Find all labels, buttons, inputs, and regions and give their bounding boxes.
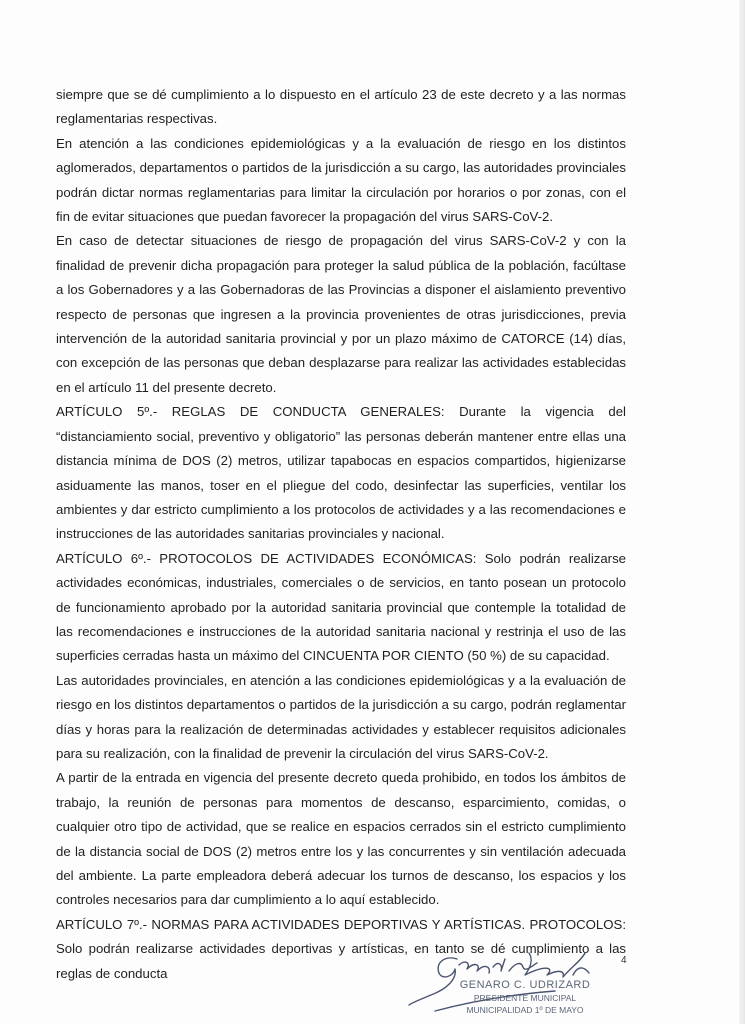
article-5-conduct-rules: ARTÍCULO 5º.- REGLAS DE CONDUCTA GENERALES: Durante la vigencia del “distanciamiento social, preventivo y obligatorio” las personas deberán mantener entre ellas una distancia mínima de DOS (2) metros, utilizar tapabocas en espacios compartidos, higienizarse asiduamente las manos, toser en el pliegue del codo, desinfectar las superficies, ventilar los ambientes y dar estricto cumplimiento a los protocolos de actividades y a las recomendaciones e instrucciones de las autoridades sanitarias provinciales y nacional. bbox=[56, 404, 626, 542]
paragraph-circulation-limits: En atención a las condiciones epidemiológicas y a la evaluación de riesgo en los distintos aglomerados, departamentos o partidos de la jurisdicción a su cargo, las autoridades provinciales podrán dictar normas reglamentarias para limitar la circulación por horarios o por zonas, con el fin de evitar situaciones que puedan favorecer la propagación del virus SARS-CoV-2. bbox=[56, 135, 626, 225]
signature-stamp bbox=[405, 945, 605, 1020]
paragraph-continuation: siempre que se dé cumplimiento a lo dispuesto en el artículo 23 de este decreto y a las normas reglamentarias respectivas. bbox=[56, 87, 626, 127]
stamp-name: GENARO C. UDRIZARD bbox=[459, 979, 591, 991]
stamp-role: PRESIDENTE MUNICIPAL bbox=[473, 993, 577, 1003]
paragraph-provincial-regulation: Las autoridades provinciales, en atención a las condiciones epidemiológicas y a la evaluación de riesgo en los distintos departamentos o partidos de la jurisdicción a su cargo, podrán reglamentar días y horas para la realización de determinadas actividades y establecer requisitos adicionales para su realización, con la finalidad de prevenir la circulación del virus SARS-CoV-2. bbox=[56, 672, 626, 761]
page-number: 4 bbox=[621, 955, 627, 966]
stamp-organization: MUNICIPALIDAD 1º DE MAYO bbox=[466, 1005, 584, 1015]
document-body bbox=[56, 83, 626, 986]
article-7-sports-arts: ARTÍCULO 7º.- NORMAS PARA ACTIVIDADES DEPORTIVAS Y ARTÍSTICAS. PROTOCOLOS: Solo podrán realizarse actividades deportivas y artísticas, en tanto se dé cumplimiento a las reglas de conducta bbox=[56, 916, 626, 981]
paragraph-workplace-prohibition: A partir de la entrada en vigencia del presente decreto queda prohibido, en todos los ámbitos de trabajo, la reunión de personas para momentos de descanso, esparcimiento, comidas, o cualquier otro tipo de actividad, que se realice en espacios cerrados sin el estricto cumplimiento de la distancia social de DOS (2) metros entre los y las concurrentes y sin ventilación adecuada del ambiente. La parte empleadora deberá adecuar los turnos de descanso, los espacios y los controles necesarios para dar cumplimiento a lo aquí establecido. bbox=[56, 770, 626, 908]
paragraph-preventive-isolation: En caso de detectar situaciones de riesgo de propagación del virus SARS-CoV-2 y con la finalidad de prevenir dicha propagación para proteger la salud pública de la población, facúltase a los Gobernadores y a las Gobernadoras de las Provincias a disponer el aislamiento preventivo respecto de personas que ingresen a la provincia provenientes de otras jurisdicciones, previa intervención de la autoridad sanitaria provincial y por un plazo máximo de CATORCE (14) días, con excepción de las personas que deban desplazarse para realizar las actividades establecidas en el artículo 11 del presente decreto. bbox=[56, 233, 626, 395]
page-edge-shadow bbox=[739, 0, 745, 1024]
article-6-economic-protocols: ARTÍCULO 6º.- PROTOCOLOS DE ACTIVIDADES ECONÓMICAS: Solo podrán realizarse actividades económicas, industriales, comerciales o de servicios, en tanto posean un protocolo de funcionamiento aprobado por la autoridad sanitaria provincial que contemple la totalidad de las recomendaciones e instrucciones de la autoridad sanitaria nacional y restrinja el uso de las superficies cerradas hasta un máximo del CINCUENTA POR CIENTO (50 %) de su capacidad. bbox=[56, 550, 626, 664]
